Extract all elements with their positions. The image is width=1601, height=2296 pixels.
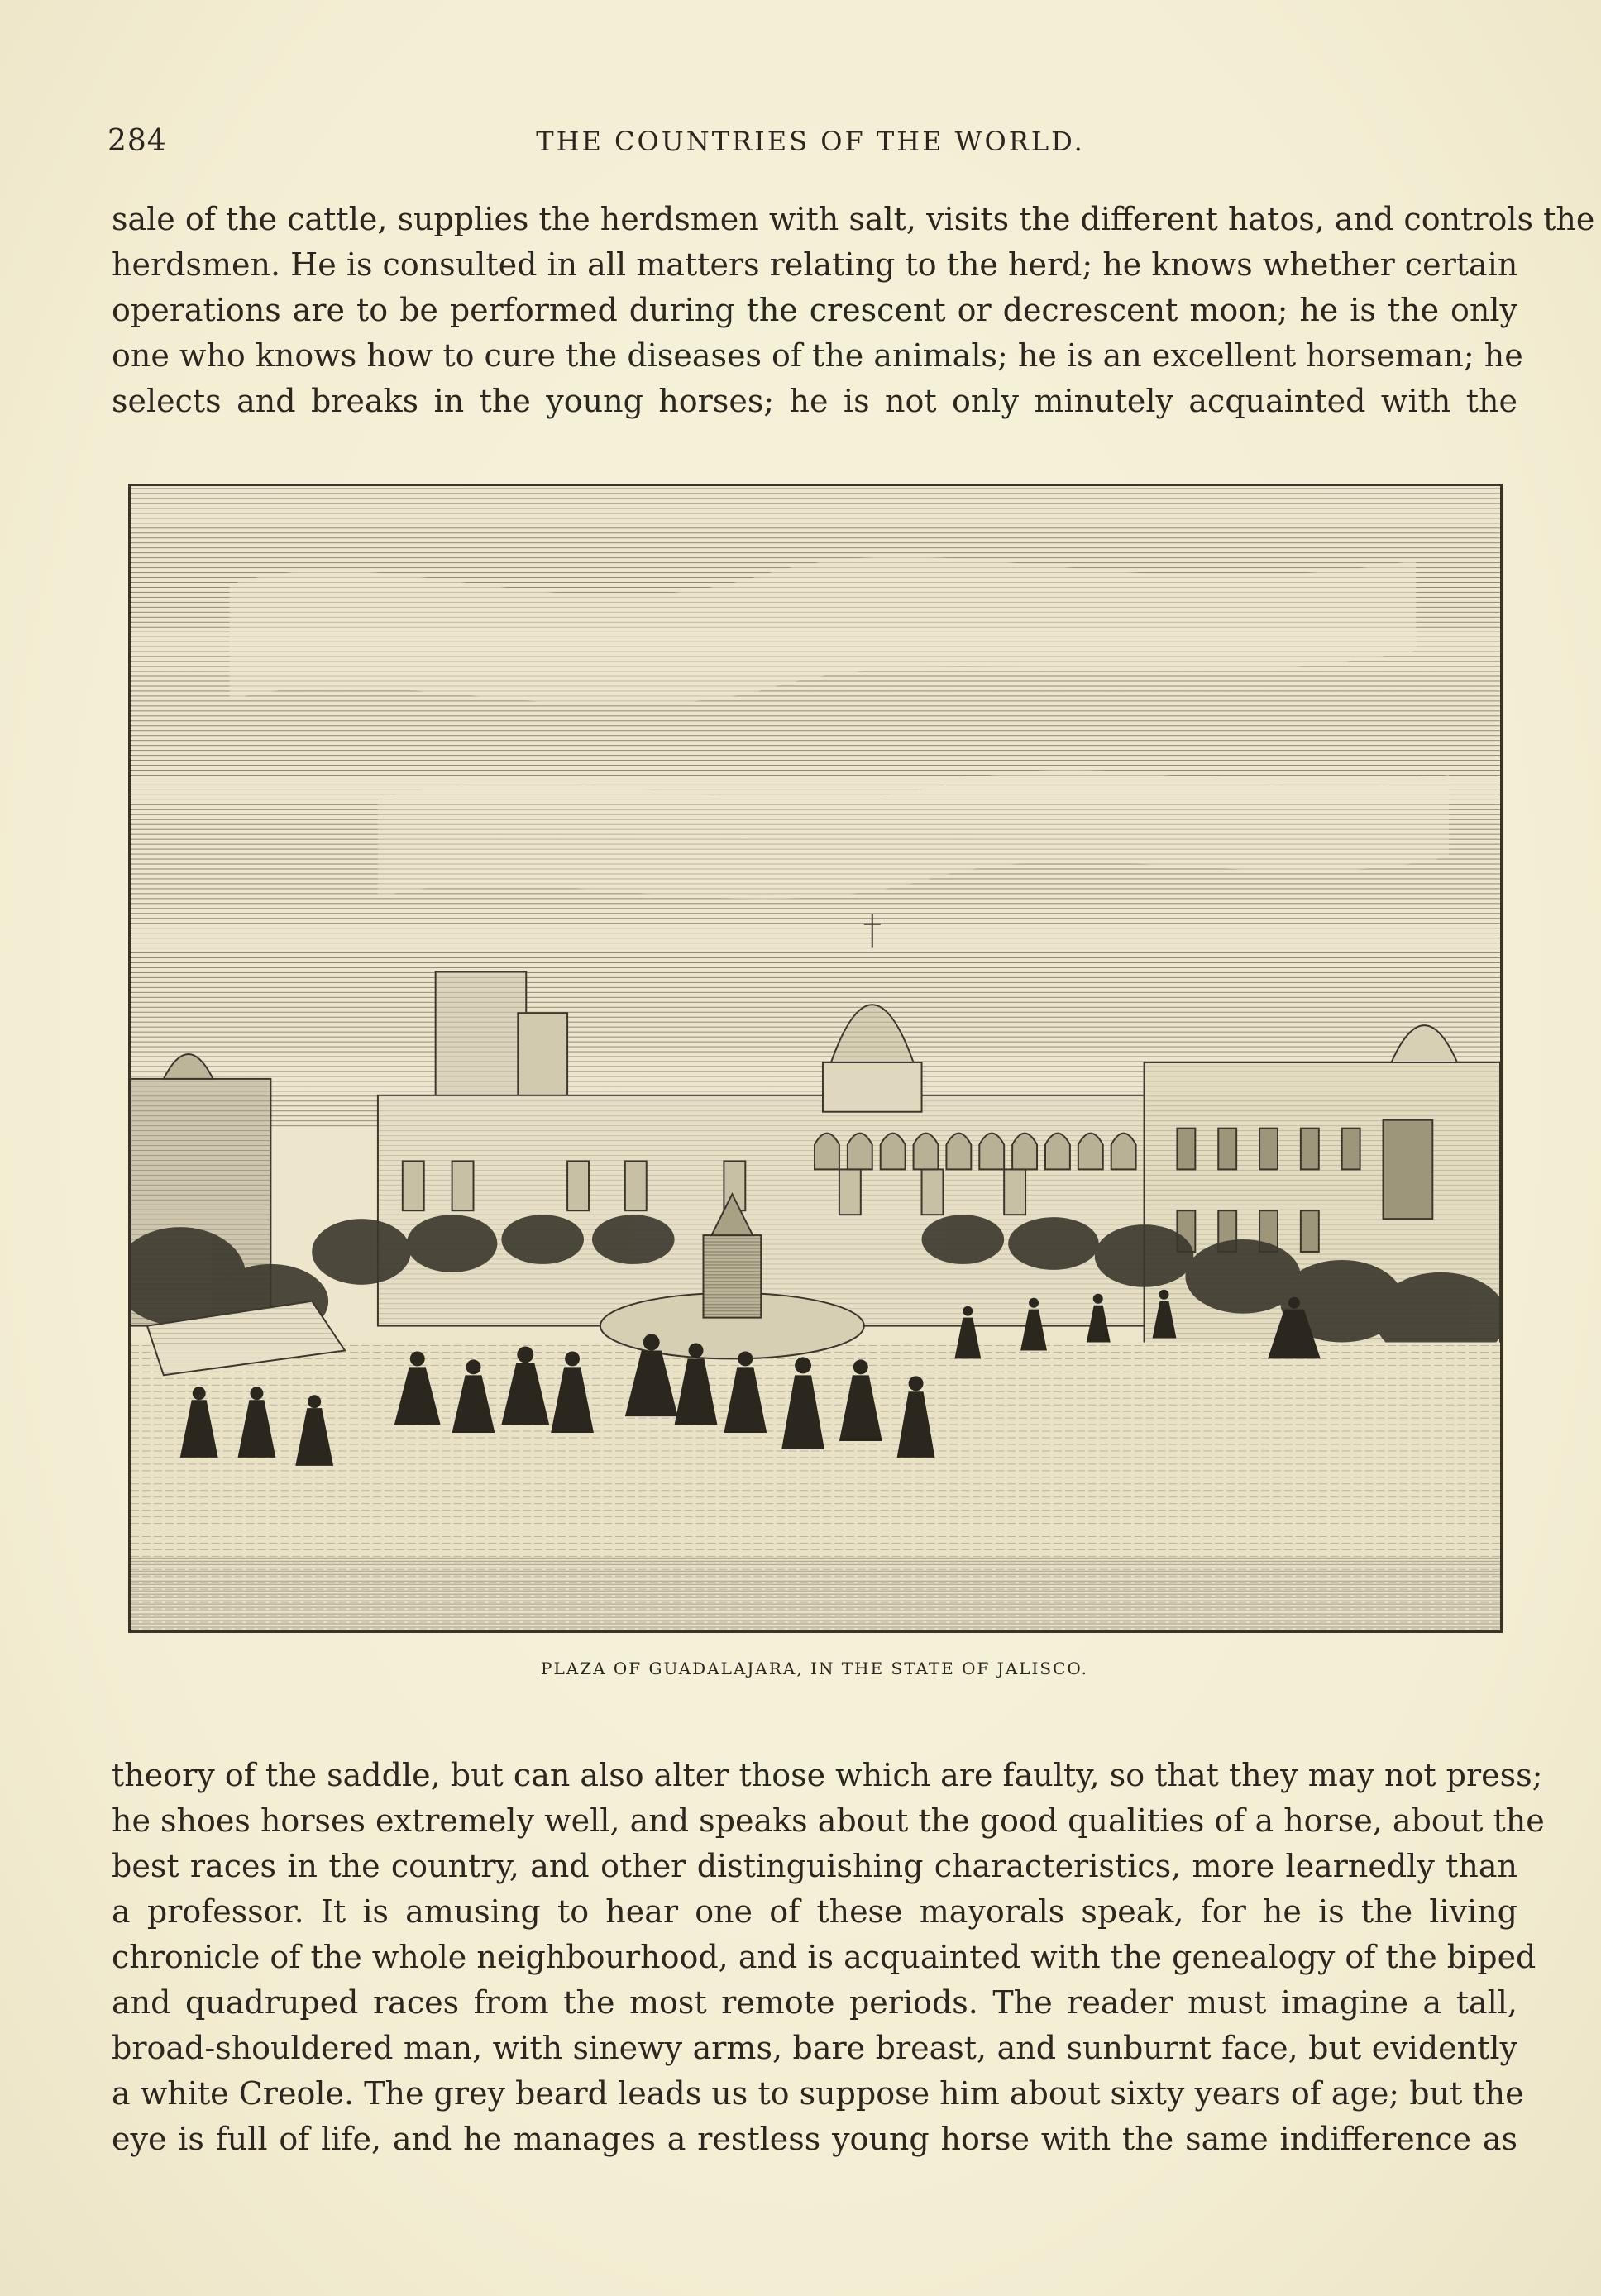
running-title: THE COUNTRIES OF THE WORLD. <box>536 126 1085 157</box>
page-header <box>108 124 1513 165</box>
text-line: operations are to be performed during the crescent or decrescent moon; he is the only <box>112 292 1517 328</box>
text-line: herdsmen. He is consulted in all matters relating to the herd; he knows whether certain <box>112 246 1518 283</box>
text-line: selects and breaks in the young horses; he is not only minutely acquainted with the <box>112 383 1517 419</box>
text-line: chronicle of the whole neighbourhood, and is acquainted with the genealogy of the biped <box>112 1939 1536 1975</box>
text-line: and quadruped races from the most remote periods. The reader must imagine a tall, <box>112 1984 1517 2021</box>
text-line: a professor. It is amusing to hear one of these mayorals speak, for he is the living <box>112 1893 1517 1930</box>
text-line: eye is full of life, and he manages a restless young horse with the same indifference as <box>112 2121 1517 2157</box>
illustration-caption: PLAZA OF GUADALAJARA, IN THE STATE OF JALISCO. <box>541 1659 1088 1678</box>
text-line: a white Creole. The grey beard leads us to suppose him about sixty years of age; but the <box>112 2075 1524 2112</box>
text-line: best races in the country, and other distinguishing characteristics, more learnedly than <box>112 1848 1517 1884</box>
plaza-engraving <box>131 486 1500 1630</box>
paragraph-top <box>112 197 1595 424</box>
paragraph-bottom <box>112 1753 1545 2162</box>
page-number: 284 <box>108 124 167 158</box>
text-line: sale of the cattle, supplies the herdsmen with salt, visits the different hatos, and controls the <box>112 201 1595 237</box>
text-line: theory of the saddle, but can also alter those which are faulty, so that they may not press; <box>112 1757 1543 1793</box>
text-line: one who knows how to cure the diseases of the animals; he is an excellent horseman; he <box>112 337 1523 374</box>
text-line: broad-shouldered man, with sinewy arms, bare breast, and sunburnt face, but evidently <box>112 2030 1517 2066</box>
engraving-illustration <box>128 484 1503 1633</box>
text-line: he shoes horses extremely well, and speaks about the good qualities of a horse, about the <box>112 1802 1545 1839</box>
